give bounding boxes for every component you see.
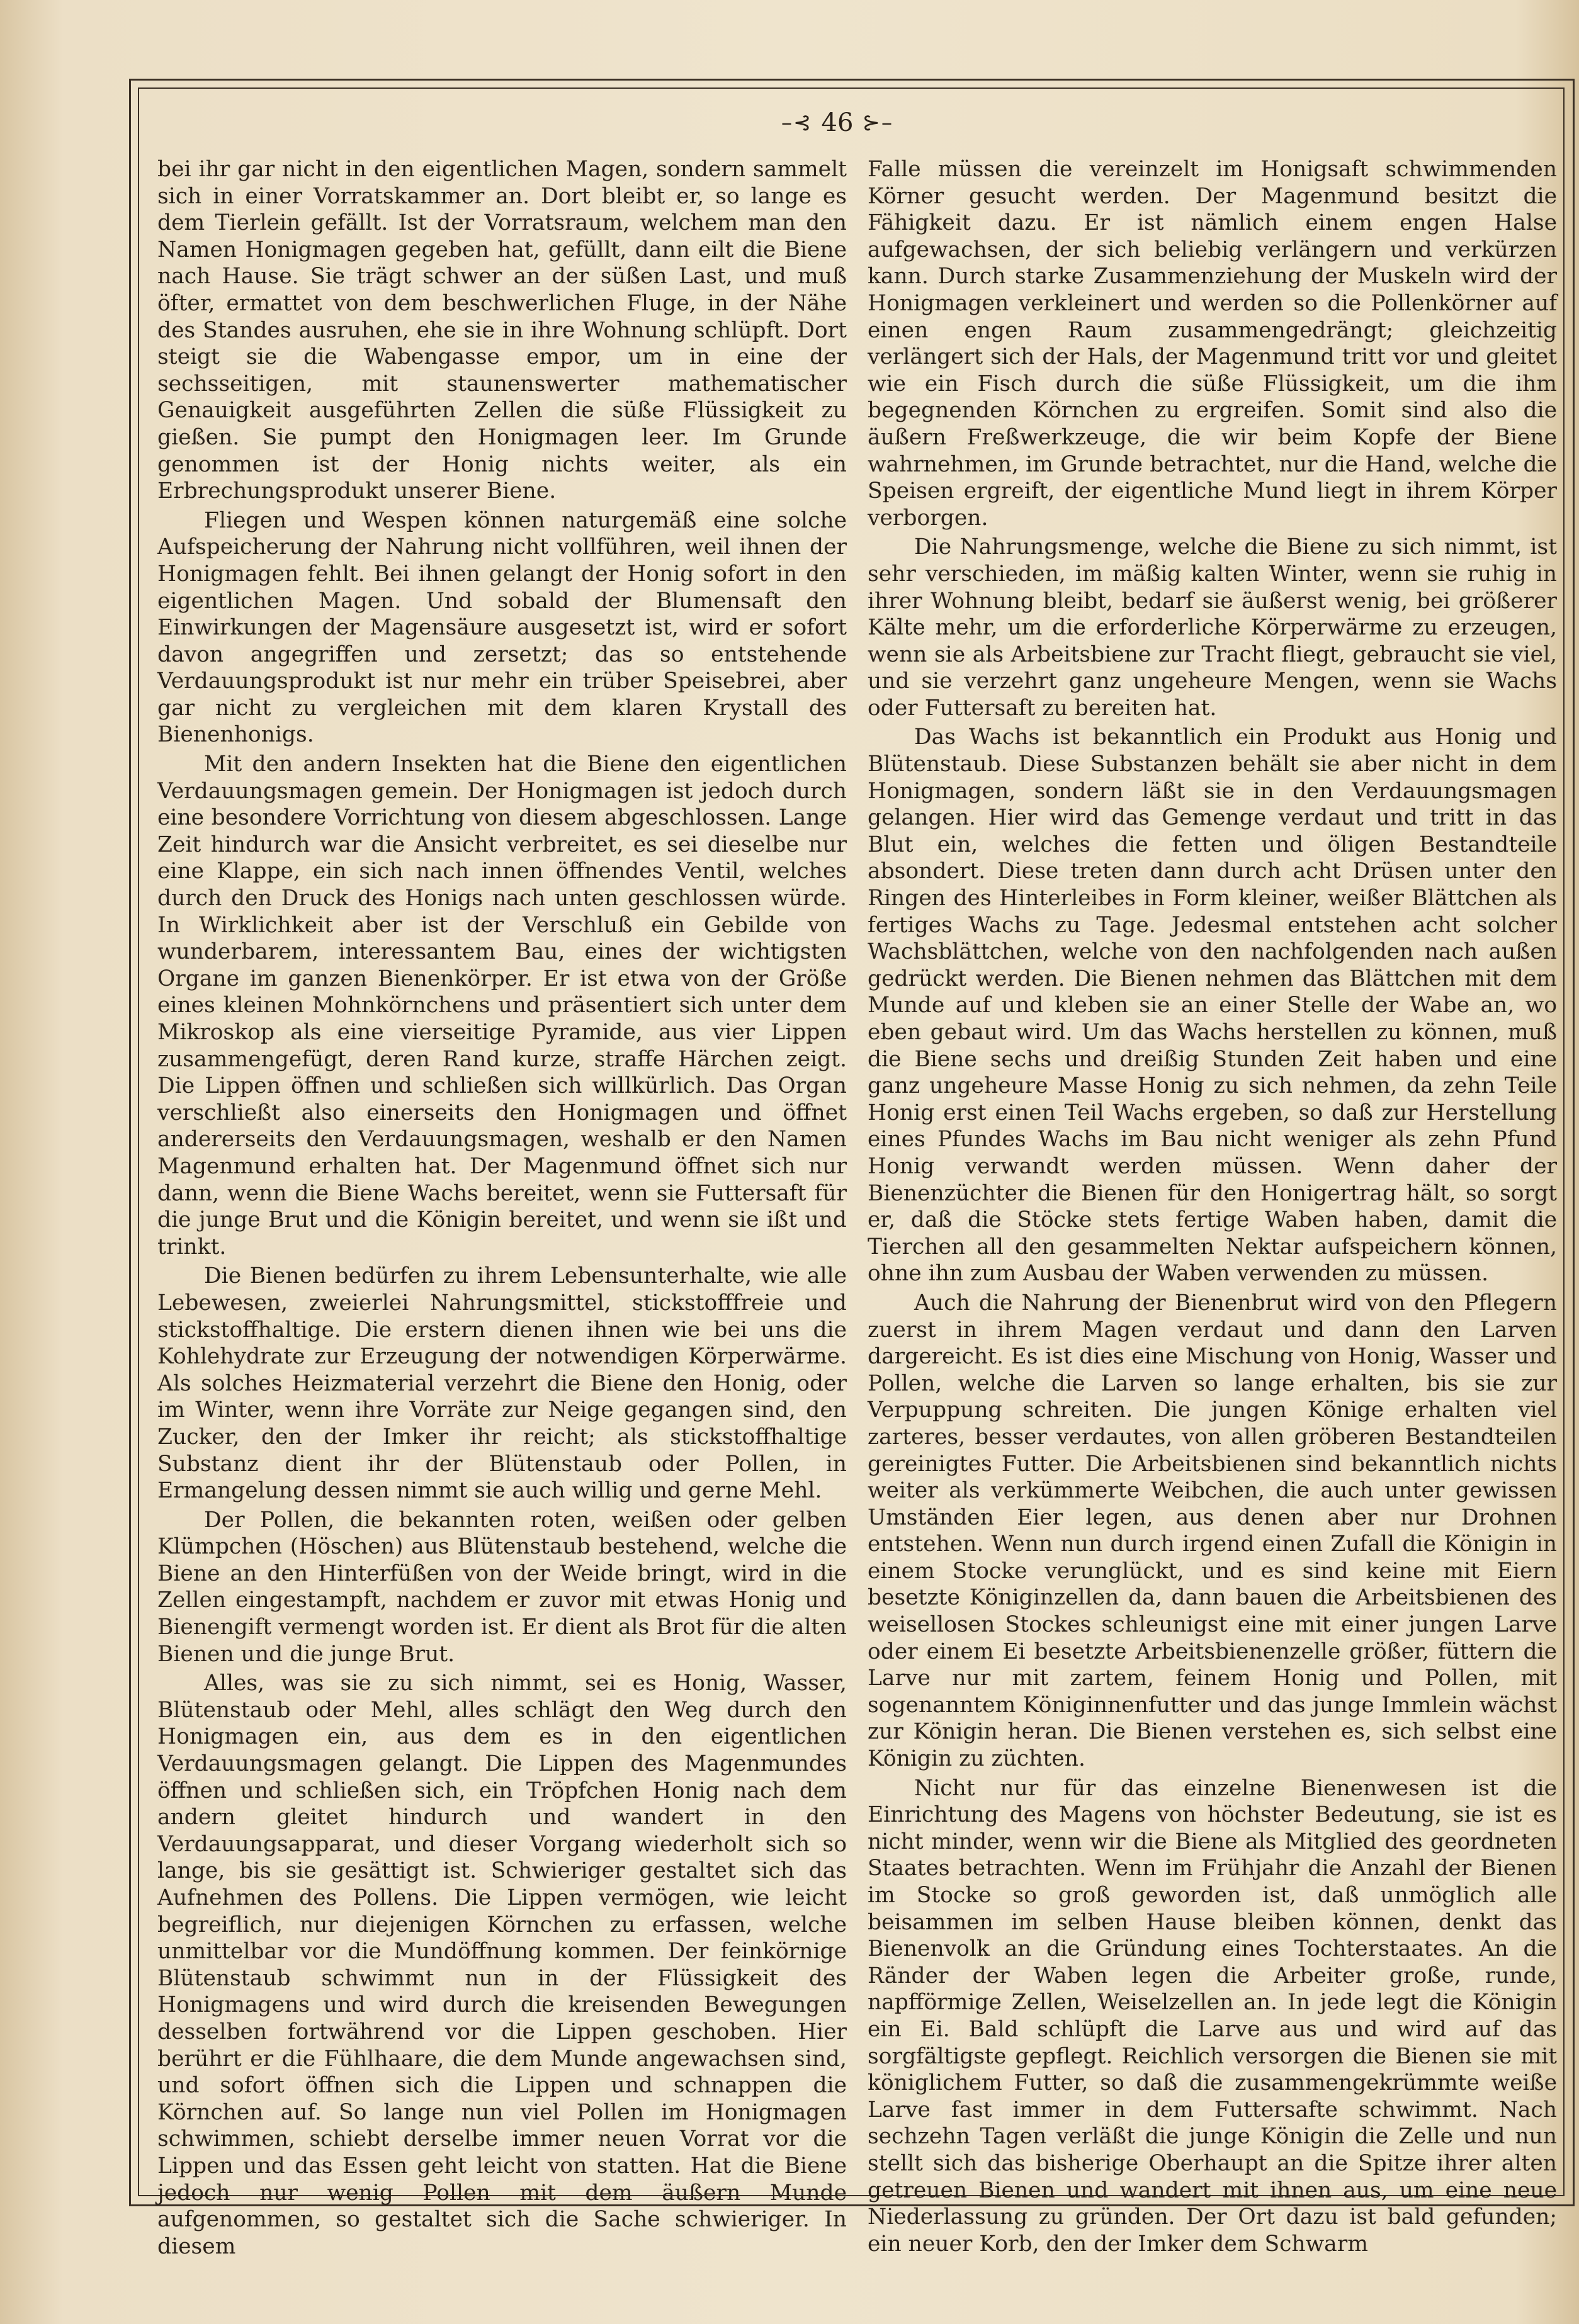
page-number: 46 (821, 108, 854, 137)
paragraph: Auch die Nahrung der Bienenbrut wird von den Pflegern zuerst in ihrem Magen verdaut und dann den Larven dargereicht. Es ist dies eine Mischung von Honig, Wasser und Pollen, welche die Larven so lange erhalten, bis sie zur Verpuppung schreiten. Die jungen Könige erhalten viel zarteres, besser verdautes, von allen gröberen Bestandteilen gereinigtes Futter. Die Arbeitsbienen sind bekanntlich nichts weiter als verkümmerte Weibchen, die auch unter gewissen Umständen Eier legen, aus denen aber nur Drohnen entstehen. Wenn nun durch irgend einen Zufall die Königin in einem Stocke verunglückt, und es sind keine mit Eiern besetzte Königinzellen da, dann bauen die Arbeitsbienen des weisellosen Stockes schleunigst eine mit einer jungen Larve oder einem Ei besetzte Arbeitsbienenzelle größer, füttern die Larve nur mit zartem, feinem Honig und Pollen, mit sogenanntem Königinnenfutter und das junge Immlein wächst zur Königin heran. Die Bienen verstehen es, sich selbst eine Königin zu züchten. (868, 1290, 1557, 1772)
paragraph: Das Wachs ist bekanntlich ein Produkt aus Honig und Blütenstaub. Diese Substanzen behält sie aber nicht in dem Honigmagen, sondern läßt sie in den Verdauungsmagen gelangen. Hier wird das Gemenge verdaut und tritt in das Blut ein, welches die fetten und öligen Bestandteile absondert. Diese treten dann durch acht Drüsen unter den Ringen des Hinterleibes in Form kleiner, weißer Blättchen als fertiges Wachs zu Tage. Jedesmal entstehen acht solcher Wachsblättchen, welche von den nachfolgenden nach außen gedrückt werden. Die Bienen nehmen das Blättchen mit dem Munde auf und kleben sie an einer Stelle der Wabe an, wo eben gebaut wird. Um das Wachs herstellen zu können, muß die Biene sechs und dreißig Stunden Zeit haben und eine ganz ungeheure Masse Honig zu sich nehmen, da zehn Teile Honig erst einen Teil Wachs ergeben, so daß zur Herstellung eines Pfundes Wachs im Bau nicht weniger als zehn Pfund Honig verwandt werden müssen. Wenn daher der Bienenzüchter die Bienen für den Honigertrag hält, so sorgt er, daß die Stöcke stets fertige Waben haben, damit die Tierchen all den gesammelten Nektar aufspeichern können, ohne ihn zum Ausbau der Waben verwenden zu müssen. (868, 725, 1557, 1287)
ornament-right: ⊱– (862, 110, 893, 135)
paragraph: Die Bienen bedürfen zu ihrem Lebensunterhalte, wie alle Lebewesen, zweierlei Nahrungsmittel, stickstofffreie und stickstoffhaltige. Die erstern dienen ihnen wie bei uns die Kohlehydrate zur Erzeugung der notwendigen Körperwärme. Als solches Heizmaterial verzehrt die Biene den Honig, oder im Winter, wenn ihre Vorräte zur Neige gegangen sind, den Zucker, den der Imker ihr reicht; als stickstoffhaltige Substanz dient ihr der Blütenstaub oder Pollen, in Ermangelung dessen nimmt sie auch willig und gerne Mehl. (157, 1263, 847, 1504)
ornament-left: –⊰ (781, 110, 813, 135)
paragraph: Fliegen und Wespen können naturgemäß eine solche Aufspeicherung der Nahrung nicht vollführen, weil ihnen der Honigmagen fehlt. Bei ihnen gelangt der Honig sofort in den eigentlichen Magen. Und sobald der Blumensaft den Einwirkungen der Magensäure ausgesetzt ist, wird er sofort davon angegriffen und zersetzt; das so entstehende Verdauungsprodukt ist nur mehr ein trüber Speisebrei, aber gar nicht zu vergleichen mit dem klaren Krystall des Bienenhonigs. (157, 507, 847, 748)
text-column-left (157, 156, 847, 2259)
paragraph: Die Nahrungsmenge, welche die Biene zu sich nimmt, ist sehr verschieden, im mäßig kalten Winter, wenn sie ruhig in ihrer Wohnung bleibt, bedarf sie äußerst wenig, bei größerer Kälte mehr, um die erforderliche Körperwärme zu erzeugen, wenn sie als Arbeitsbiene zur Tracht fliegt, gebraucht sie viel, und sie verzehrt ganz ungeheure Mengen, wenn sie Wachs oder Futtersaft zu bereiten hat. (868, 534, 1557, 721)
paragraph: Mit den andern Insekten hat die Biene den eigentlichen Verdauungsmagen gemein. Der Honigmagen ist jedoch durch eine besondere Vorrichtung von diesem abgeschlossen. Lange Zeit hindurch war die Ansicht verbreitet, es sei dieselbe nur eine Klappe, ein sich nach innen öffnendes Ventil, welches durch den Druck des Honigs nach unten geschlossen würde. In Wirklichkeit aber ist der Verschluß ein Gebilde von wunderbarem, interessantem Bau, eines der wichtigsten Organe im ganzen Bienenkörper. Er ist etwa von der Größe eines kleinen Mohnkörnchens und präsentiert sich unter dem Mikroskop als eine vierseitige Pyramide, aus vier Lippen zusammengefügt, deren Rand kurze, straffe Härchen zeigt. Die Lippen öffnen und schließen sich willkürlich. Das Organ verschließt also einerseits den Honigmagen und öffnet andererseits den Verdauungsmagen, weshalb er den Namen Magenmund erhalten hat. Der Magenmund öffnet sich nur dann, wenn die Biene Wachs bereitet, wenn sie Futtersaft für die junge Brut und die Königin bereitet, und wenn sie ißt und trinkt. (157, 752, 847, 1260)
paragraph: Alles, was sie zu sich nimmt, sei es Honig, Wasser, Blütenstaub oder Mehl, alles schlägt den Weg durch den Honigmagen ein, aus dem es in den eigentlichen Verdauungsmagen gelangt. Die Lippen des Magenmundes öffnen und schließen sich, ein Tröpfchen Honig nach dem andern gleitet hindurch und wandert in den Verdauungsapparat, und dieser Vorgang wiederholt sich so lange, bis sie gesättigt ist. Schwieriger gestaltet sich das Aufnehmen des Pollens. Die Lippen vermögen, wie leicht begreiflich, nur diejenigen Körnchen zu erfassen, welche unmittelbar vor die Mundöffnung kommen. Der feinkörnige Blütenstaub schwimmt nun in der Flüssigkeit des Honigmagens und wird durch die kreisenden Bewegungen desselben fortwährend vor die Lippen geschoben. Hier berührt er die Fühlhaare, die dem Munde angewachsen sind, und sofort öffnen sich die Lippen und schnappen die Körnchen auf. So lange nun viel Pollen im Honigmagen schwimmen, schiebt derselbe immer neuen Vorrat vor die Lippen und das Essen geht leicht von statten. Hat die Biene jedoch nur wenig Pollen mit dem äußern Munde aufgenommen, so gestaltet sich die Sache schwieriger. In diesem (157, 1671, 847, 2259)
paragraph: bei ihr gar nicht in den eigentlichen Magen, sondern sammelt sich in einer Vorratskammer an. Dort bleibt er, so lange es dem Tierlein gefällt. Ist der Vorratsraum, welchem man den Namen Honigmagen gegeben hat, gefüllt, dann eilt die Biene nach Hause. Sie trägt schwer an der süßen Last, und muß öfter, ermattet von dem beschwerlichen Fluge, in der Nähe des Standes ausruhen, ehe sie in ihre Wohnung schlüpft. Dort steigt sie die Wabengasse empor, um in eine der sechsseitigen, mit staunenswerter mathematischer Genauigkeit ausgeführten Zellen die süße Flüssigkeit zu gießen. Sie pumpt den Honigmagen leer. Im Grunde genommen ist der Honig nichts weiter, als ein Erbrechungsprodukt unserer Biene. (157, 157, 847, 504)
text-column-right (868, 156, 1557, 2257)
paragraph: Nicht nur für das einzelne Bienenwesen ist die Einrichtung des Magens von höchster Bedeutung, sie ist es nicht minder, wenn wir die Biene als Mitglied des geordneten Staates betrachten. Wenn im Frühjahr die Anzahl der Bienen im Stocke so groß geworden ist, daß unmöglich alle beisammen im selben Hause bleiben können, denkt das Bienenvolk an die Gründung eines Tochterstaates. An die Ränder der Waben legen die Arbeiter große, runde, napfförmige Zellen, Weiselzellen an. In jede legt die Königin ein Ei. Bald schlüpft die Larve aus und wird auf das sorgfältigste gepflegt. Reichlich versorgen die Bienen sie mit königlichem Futter, so daß die zusammengekrümmte weiße Larve fast immer in dem Futtersafte schwimmt. Nach sechzehn Tagen verläßt die junge Königin die Zelle und nun stellt sich das bisherige Oberhaupt an die Spitze ihrer alten getreuen Bienen und wandert mit ihnen aus, um eine neue Niederlassung zu gründen. Der Ort dazu ist bald gefunden; ein neuer Korb, den der Imker dem Schwarm (868, 1775, 1557, 2257)
paragraph: Der Pollen, die bekannten roten, weißen oder gelben Klümpchen (Höschen) aus Blütenstaub bestehend, welche die Biene an den Hinterfüßen von der Weide bringt, wird in die Zellen eingestampft, nachdem er zuvor mit etwas Honig und Bienengift vermengt worden ist. Er dient als Brot für die alten Bienen und die junge Brut. (157, 1507, 847, 1667)
paragraph: Falle müssen die vereinzelt im Honigsaft schwimmenden Körner gesucht werden. Der Magenmund besitzt die Fähigkeit dazu. Er ist nämlich einem engen Halse aufgewachsen, der sich beliebig verlängern und verkürzen kann. Durch starke Zusammenziehung der Muskeln wird der Honigmagen verkleinert und werden so die Pollenkörner auf einen engen Raum zusammengedrängt; gleichzeitig verlängert sich der Hals, der Magenmund tritt vor und gleitet wie ein Fisch durch die süße Flüssigkeit, um die ihm begegnenden Körnchen zu ergreifen. Somit sind also die äußern Freßwerkzeuge, die wir beim Kopfe der Biene wahrnehmen, im Grunde betrachtet, nur die Hand, welche die Speisen ergreift, der eigentliche Mund liegt in ihrem Körper verborgen. (868, 157, 1557, 531)
page-header (743, 104, 932, 142)
